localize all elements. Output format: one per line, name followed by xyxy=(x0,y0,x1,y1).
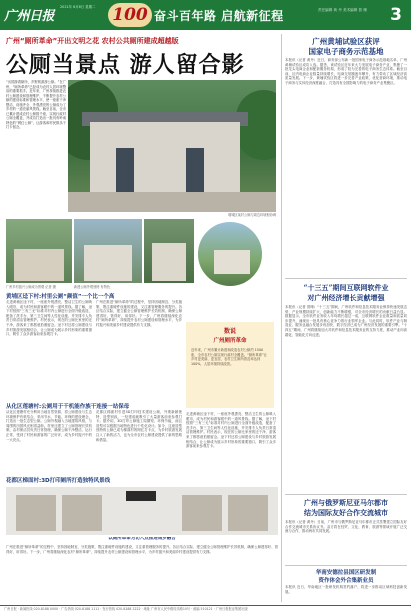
section-1-text: 走进黄埔区迳下村，一座座外观漂亮、整洁卫生的公厕映入眼帘，成为村民和游客眼中的一道风景线。据了解，迳下村按照“三有三无”标准对村内公厕进行全面升级改造，配备了洗手台、第三卫生间等人性化设施，并安排专人负责日常清洁管理维护。村民表示，现在的公厕比家里的还干净，游客来了都愿意拍照留念。迳下村还将公厕建设与乡村旅游发展相结合，让公厕成为展示乡村形象的重要窗口，吸引了众多游客前来参观打卡。 xyxy=(6,300,92,337)
section-1-text-continued: 广州在推进“厕所革命”的过程中，坚持因地制宜、分类施策，既注重硬件设施的建设，又注重管理服务的提升。各区结合实际，建立健全公厕管理维护长效机制，确保公厕建得好、管得好、用得好。下一步，广州将继续深化农村“厕所革命”，持续提升农村公厕建设和管理水平，为乡村振兴和美丽乡村建设提供有力支撑。 xyxy=(96,300,182,327)
toilet-interior-photo xyxy=(6,487,278,535)
section-2-subhead: 从化区莲塘村:公厕用于干机能作族干连接一站保母 xyxy=(6,404,130,410)
article-3-headline-line-1: 广州与俄罗斯尼亚马尔都市 xyxy=(304,498,388,507)
article-4-headline-line-2: 资作体会外合集新业员 xyxy=(318,578,374,584)
closing-text: 广州在推进“厕所革命”的过程中，坚持因地制宜、分类施策，既注重硬件设施的建设，又注重管理服务的提升。各区结合实际，建立健全公厕管理维护长效机制，确保公厕建得好、管得好、用得好。下一步，广州将继续深化农村“厕所革命”，持续提升农村公厕建设和管理水平，为乡村振兴和美丽乡村建设提供有力支撑。 xyxy=(6,545,278,554)
newspaper-logo: 广州日报 xyxy=(4,9,55,24)
article-2-text: 本报讯（记者 曾珊）“十三五”期间，广州软件和信息技术服务业保持快速发展态势，产业规模持续扩大，创新能力不断增强，对全市经济增长的贡献日益凸显。数据显示，全市软件业务收入年均增长超过一成，互联网软件企业数量和质量同步提升，涌现出一批具有核心竞争力的行业领军企业。与此同时，软件产业与制造业、服务业融合发展步伐加快，数字经济已成为广州经济发展的重要引擎。“十四五”期间，广州将继续加大对软件和信息技术服务业的支持力度，推动产业向高端化、智能化方向迈进。 xyxy=(285,305,407,337)
data-box-title: 数说 xyxy=(223,328,236,335)
article-2-headline-line-2: 对广州经济增长贡献增强 xyxy=(307,293,385,302)
lead-kicker: 广州“厕所革命”开出文明之花 农村公共厕所建成超越版 xyxy=(6,37,179,45)
article-1-text: 本报讯（记者 黄丹）近日，商务部公布新一批国家电子商务示范基地名单，广州黄埔试验区成功入选。据悉，该试验区近年来大力发展电子商务产业，集聚了一批龙头电商企业和配套服务机构，形成了较为完善的电子商务生态体系。截至目前，区内电商企业数量持续增长，电商交易额逐年攀升，有力带动了区域经济高质量发展。下一步，黄埔试验区将进一步完善产业政策，优化营商环境，推动电子商务与实体经济深度融合，打造具有全国影响力的电子商务产业集聚区。 xyxy=(285,58,407,85)
main-photo-caption: 增城区某村公厕与周边环境相协调 xyxy=(228,213,276,217)
lead-intro-text: “出国游看厕所，乡野旅游游公厕。”在广州，“厕所革命”已经成为农村人居环境整治的重要抓手。近年来，广州持续推进农村公厕建设和管理维护，不断提升农村公厕的建设标准和管理水平，使一座座干净整洁、设施齐全、外观漂亮的公厕成为了乡村的一道亮丽风景线。截至目前，全市已累计建成农村公厕数千座，实现行政村公厕全覆盖，并成功打造出一批具有岭南特色的“网红公厕”，让游客和村民都乐于打卡留念。 xyxy=(6,80,66,129)
issue-date: 2021年 6月8日 星期二 xyxy=(60,5,96,9)
article-2-headline-line-1: “十三五”期间互联网软件业 xyxy=(303,283,389,292)
main-toilet-photo xyxy=(68,80,276,212)
article-3-text: 本报讯（记者 黄丹）日前，广州市与俄罗斯尼亚马尔都市正式签署建立国际友好合作交流城市关系协议书。双方将在经贸、文化、教育、旅游等领域开展广泛交流与合作，推动两市共同发展。 xyxy=(285,520,407,534)
masthead-slogan: 奋斗百年路 启航新征程 xyxy=(154,9,284,23)
toilet-photo-3 xyxy=(144,219,194,283)
lead-intro xyxy=(6,80,66,206)
photo-caption-1: 广州乡村振兴公厕成为景观 记者 摄 xyxy=(6,285,56,289)
page-number: 3 xyxy=(390,5,402,25)
masthead xyxy=(0,0,411,30)
column-divider xyxy=(281,34,282,602)
article-3-headline-line-2: 结为国际友好合作交流城市 xyxy=(304,508,388,517)
bottom-photo-caption: 以厕所革命为切入点推进城乡融合 xyxy=(108,537,176,541)
data-highlight-box xyxy=(186,322,274,408)
toilet-photo-1 xyxy=(6,219,72,283)
photo-caption-2: 新建公厕外观独特 有特色 xyxy=(74,285,111,289)
page-footer: 广州日报 · 新闻热线 020-8188 0000 · 广告热线 020-8188 1111 · 发行热线 020-8188 2222 · 地址 广州市人民中路同乐路10号 · 邮编 510121 · 广州日报报业集团出版 xyxy=(0,605,411,613)
article-4-headline-line-1: 华南安德拉县国区研发制 xyxy=(315,570,377,576)
article-divider-1 xyxy=(285,278,407,279)
article-1-headline-line-2: 国家电子商务示范基地 xyxy=(308,47,384,56)
centenary-badge: 100 xyxy=(108,3,152,27)
article-divider-3 xyxy=(285,565,407,566)
circular-toilet-photo xyxy=(196,220,264,288)
section-1-subhead: 黄埔区迳下村:村里公厕“颜值”一个比一个高 xyxy=(6,294,115,300)
article-4-text: 本报讯 近日，华南地区一批研发机构签约落户，将进一步推动区域科技创新发展。 xyxy=(285,585,407,594)
article-1-headline-line-1: 广州黄埔试验区获评 xyxy=(312,37,380,46)
article-divider-2 xyxy=(285,494,407,495)
data-box-subtitle: 广州厕所革命 xyxy=(213,338,247,344)
editor-credits: 责任编辑 黄 丹 美术编辑 曾 珊 xyxy=(318,8,367,12)
section-3-subhead: 花都区梯面村:3D打印厕所打造独特风景线 xyxy=(6,478,111,484)
section-2-text-continued: 花都区梯面村引进3D打印技术建设公厕，外观新颖独特，造型别致，一经建成就吸引了大量游客前来参观打卡。据介绍，3D打印公厕施工周期短、环保节能，而且造型可以根据当地特色进行个性化设计。如今，这座造型独特的公厕已成为梯面村的网红打卡点，为乡村旅游发展注入了新的活力，也为全市农村公厕建设提供了新的思路和借鉴。 xyxy=(96,410,182,442)
data-box-text: 近年来，广州市累计新建和改造农村公厕约 1500 座，全市农村公厕实现行政村全覆盖。“厕所革命”让乡村更美丽、更宜居，农村卫生厕所普及率达到 100%，人居环境持续改善。 xyxy=(191,348,267,366)
lead-headline: 公厕当景点 游人留合影 xyxy=(6,52,245,78)
section-2-text: 从化区莲塘村充分利用当地自然资源，将公厕建设与生态环境保护有机结合，采用节水、节能、环保的建设理念，打造出一批生态型公厕。公厕外观融入当地建筑风格，与周围的田园风光相得益彰。村里还建立了公厕管理长效机制，由村保洁员负责日常管理，确保公厕干净整洁、运行正常，受到了村民和游客的广泛好评，成为乡村振兴中的一大亮点。 xyxy=(6,410,92,442)
toilet-photo-2 xyxy=(74,219,142,283)
section-2-text-right: 走进黄埔区迳下村，一座座外观漂亮、整洁卫生的公厕映入眼帘，成为村民和游客眼中的一道风景线。据了解，迳下村按照“三有三无”标准对村内公厕进行全面升级改造，配备了洗手台、第三卫生间等人性化设施，并安排专人负责日常清洁管理维护。村民表示，现在的公厕比家里的还干净，游客来了都愿意拍照留念。迳下村还将公厕建设与乡村旅游发展相结合，让公厕成为展示乡村形象的重要窗口，吸引了众多游客前来参观打卡。 xyxy=(186,412,276,449)
